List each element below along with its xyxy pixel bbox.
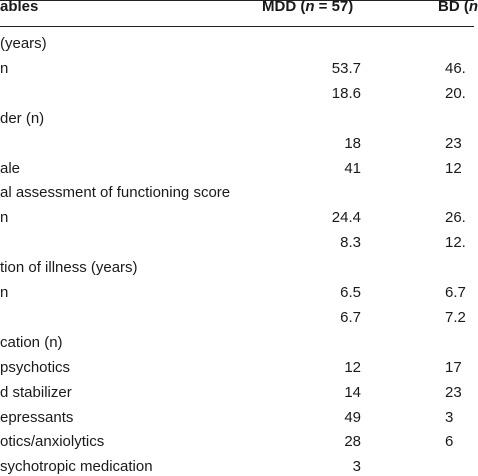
header-mdd: MDD (n = 57)	[262, 0, 354, 15]
cell-mdd: 6.5	[340, 284, 361, 301]
cell-bd: 23	[445, 384, 462, 401]
cell-bd: 3	[445, 409, 454, 426]
cell-bd: 23	[445, 135, 462, 152]
header-rule	[0, 26, 474, 27]
row-label: d stabilizer	[0, 384, 72, 401]
row-label: cation (n)	[0, 334, 63, 351]
header-bd: BD (n	[438, 0, 478, 15]
cell-mdd: 49	[344, 409, 361, 426]
cell-mdd: 18	[344, 135, 361, 152]
row-label: n	[0, 284, 9, 301]
cell-mdd: 14	[344, 384, 361, 401]
row-label: otics/anxiolytics	[0, 433, 105, 450]
row-label: ale	[0, 160, 21, 177]
row-label: der (n)	[0, 110, 45, 127]
cell-mdd: 28	[344, 433, 361, 450]
cell-mdd: 3	[352, 458, 361, 475]
row-label: n	[0, 60, 9, 77]
cell-mdd: 24.4	[331, 209, 361, 226]
row-label: al assessment of functioning score	[0, 184, 231, 201]
cell-mdd: 8.3	[340, 234, 361, 251]
cell-mdd: 6.7	[340, 309, 361, 326]
cell-bd: 20.	[445, 85, 466, 102]
row-label: sychotropic medication	[0, 458, 153, 475]
cell-bd: 7.2	[445, 309, 466, 326]
cell-bd: 12.	[445, 234, 466, 251]
header-variables: ables	[0, 0, 39, 15]
row-label: (years)	[0, 35, 47, 52]
cell-bd: 12	[445, 160, 462, 177]
cell-bd: 6	[445, 433, 454, 450]
cell-bd: 46.	[445, 60, 466, 77]
cell-mdd: 53.7	[331, 60, 361, 77]
cell-mdd: 18.6	[331, 85, 361, 102]
cell-mdd: 41	[344, 160, 361, 177]
cell-bd: 26.	[445, 209, 466, 226]
cell-bd: 17	[445, 359, 462, 376]
table-top-rule	[0, 0, 474, 1]
row-label: n	[0, 209, 9, 226]
row-label: tion of illness (years)	[0, 259, 138, 276]
cell-mdd: 12	[344, 359, 361, 376]
row-label: epressants	[0, 409, 74, 426]
cell-bd: 6.7	[445, 284, 466, 301]
row-label: psychotics	[0, 359, 71, 376]
